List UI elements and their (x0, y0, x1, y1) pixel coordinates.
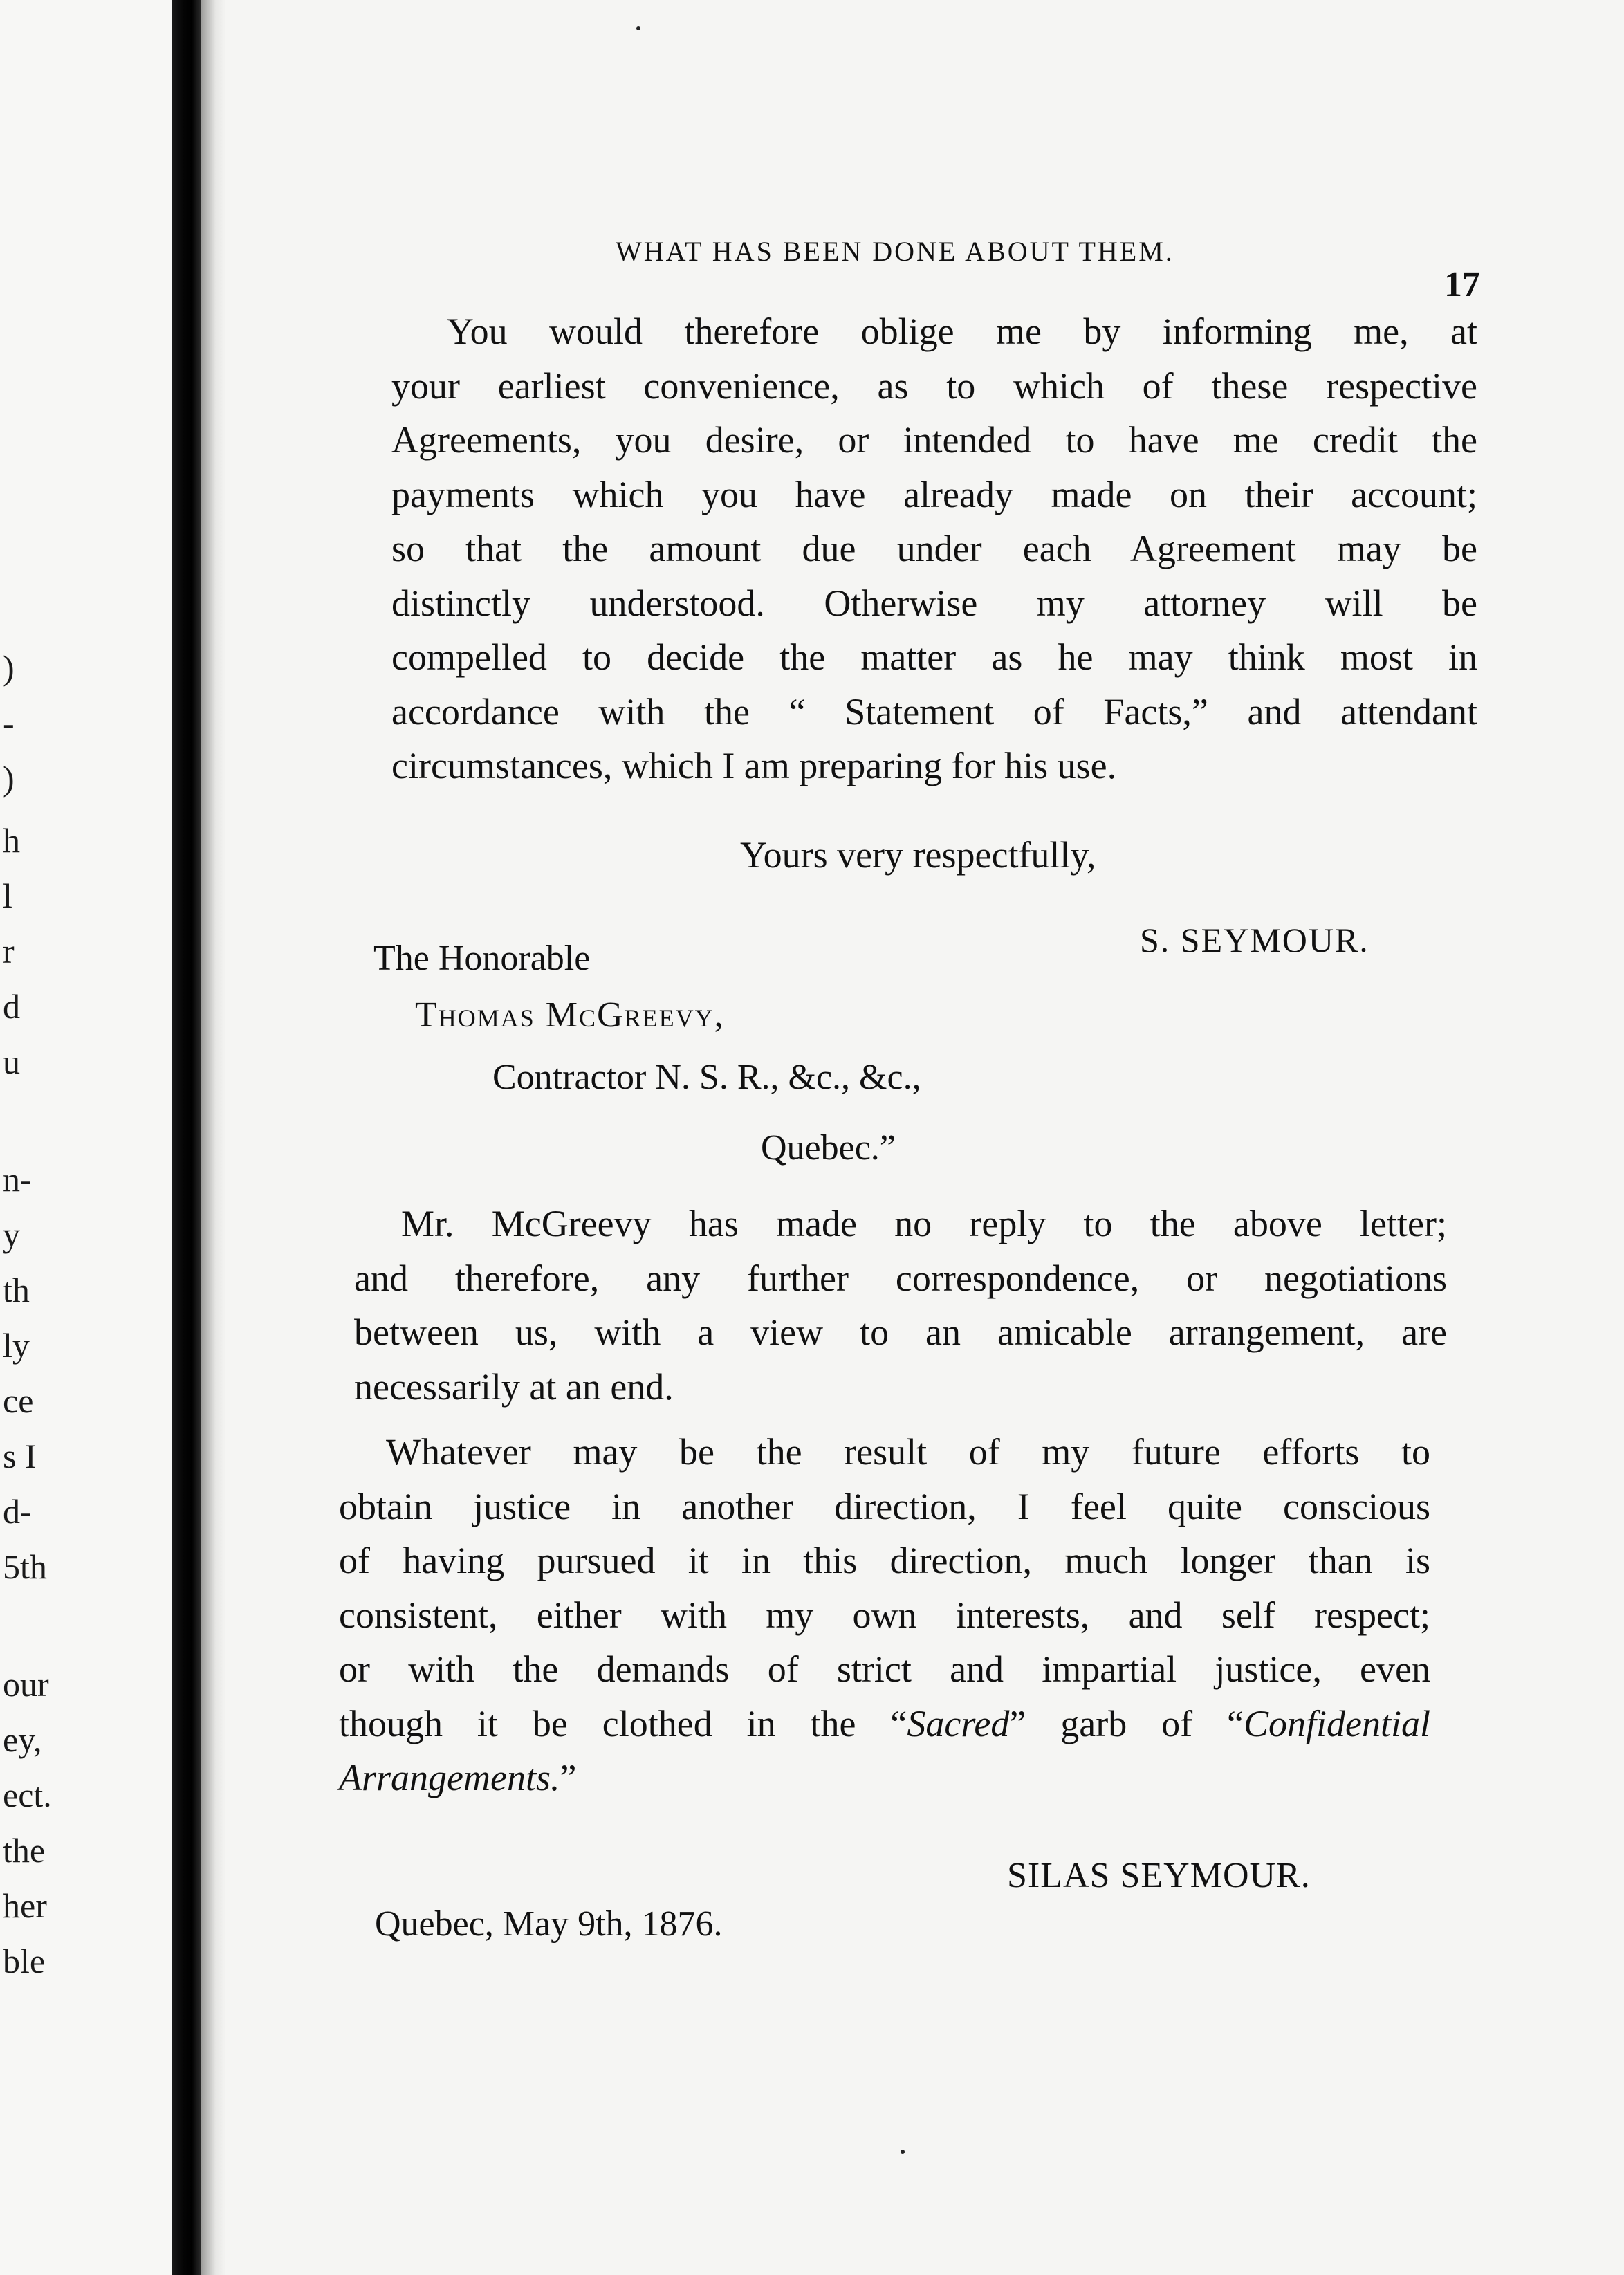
fragment: ce (3, 1381, 34, 1420)
fragment: n- (3, 1160, 32, 1199)
fragment: th (3, 1271, 30, 1309)
print-speck (636, 26, 640, 30)
fragment: d (3, 987, 20, 1026)
author-signature: SILAS SEYMOUR. (1007, 1856, 1311, 1895)
text-line-with-italics (339, 1697, 1430, 1751)
text-line: compelled to decide the matter as he may think most in (391, 636, 1477, 678)
text-line: Mr. McGreevy has made no reply to the above letter; (401, 1203, 1447, 1244)
paragraph-no-reply (354, 1197, 1447, 1414)
print-speck (901, 2150, 905, 2154)
italic-arrangements: Arrangements. (339, 1757, 560, 1798)
text-line: and therefore, any further correspondence, or negotiations (354, 1257, 1447, 1299)
italic-sacred: Sacred (907, 1702, 1010, 1744)
addressee-name: Thomas McGreevy, (415, 995, 725, 1035)
italic-confidential: Confidential (1244, 1702, 1430, 1744)
gutter-shadow (201, 0, 225, 2275)
facing-page-edge (0, 0, 172, 2275)
addressee-title: Contractor N. S. R., &c., &c., (492, 1058, 921, 1097)
text-line: your earliest convenience, as to which of these respective (391, 365, 1477, 407)
fragment: her (3, 1886, 47, 1925)
letter-signature: S. SEYMOUR. (1140, 921, 1369, 959)
fragment: our (3, 1665, 49, 1704)
running-head: WHAT HAS BEEN DONE ABOUT THEM. (616, 236, 1174, 267)
text-line: obtain justice in another direction, I feel quite conscious (339, 1485, 1430, 1527)
text-line: Whatever may be the result of my future efforts to (386, 1431, 1430, 1473)
fragment: ble (3, 1942, 46, 1980)
fragment: ) (3, 648, 15, 687)
text-segment: ” garb of “ (1009, 1702, 1244, 1744)
paragraph-conclusion (339, 1425, 1430, 1805)
letter-closing: Yours very respectfully, (740, 834, 1096, 876)
fragment: y (3, 1215, 20, 1254)
text-line-with-italics (339, 1751, 1430, 1805)
text-line: You would therefore oblige me by informing me, at (447, 311, 1477, 352)
letter-paragraph (391, 304, 1477, 793)
text-line: distinctly understood. Otherwise my attorney will be (391, 582, 1477, 624)
fragment: - (3, 703, 15, 742)
text-line: of having pursued it in this direction, much longer than is (339, 1540, 1430, 1581)
book-binding-gutter (172, 0, 201, 2275)
fragment: l (3, 876, 12, 915)
text-line: consistent, either with my own interests, and self respect; (339, 1594, 1430, 1636)
fragment: 5th (3, 1547, 47, 1586)
fragment: the (3, 1831, 46, 1870)
page-number: 17 (1444, 265, 1480, 304)
fragment: ly (3, 1326, 30, 1365)
fragment: s I (3, 1437, 37, 1475)
text-line: between us, with a view to an amicable arrangement, are (354, 1311, 1447, 1353)
text-line: or with the demands of strict and impartial justice, even (339, 1648, 1430, 1690)
text-segment: though it be clothed in the “ (339, 1702, 907, 1744)
fragment: r (3, 932, 15, 970)
fragment: d- (3, 1492, 32, 1531)
fragment: ect. (3, 1776, 52, 1814)
addressee-city: Quebec.” (761, 1128, 896, 1168)
text-line: so that the amount due under each Agreement may be (391, 528, 1477, 569)
fragment: u (3, 1042, 20, 1081)
text-line: payments which you have already made on their account; (391, 473, 1477, 515)
text-segment: ” (560, 1757, 577, 1798)
fragment: ) (3, 759, 15, 798)
text-line: accordance with the “ Statement of Facts,” and attendant (391, 690, 1477, 733)
fragment: h (3, 821, 20, 860)
text-line: circumstances, which I am preparing for his use. (391, 745, 1117, 786)
fragment: ey, (3, 1720, 42, 1759)
text-line: Agreements, you desire, or intended to have me credit the (391, 419, 1477, 461)
place-and-date: Quebec, May 9th, 1876. (375, 1904, 723, 1944)
text-line: necessarily at an end. (354, 1365, 674, 1408)
addressee-salutation: The Honorable (373, 939, 591, 978)
